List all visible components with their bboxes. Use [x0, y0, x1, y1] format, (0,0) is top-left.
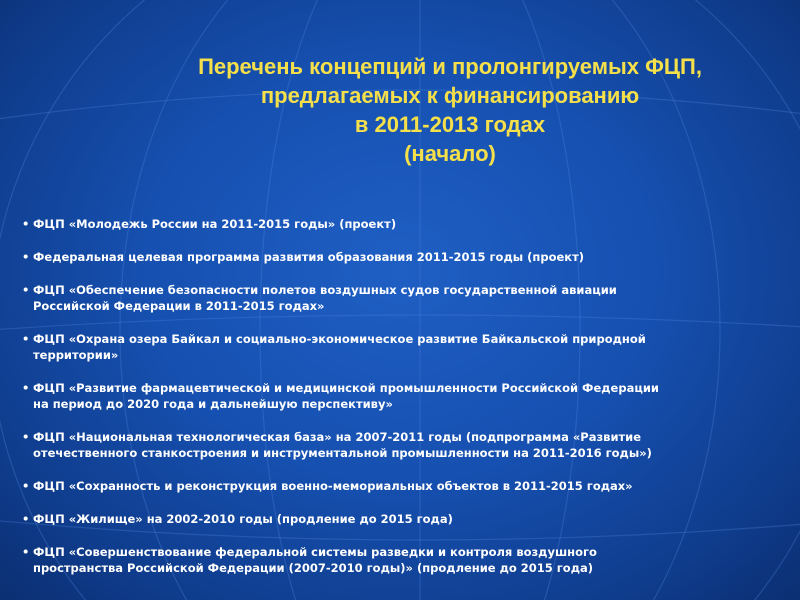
program-list — [22, 216, 792, 593]
bullet-dot: • — [22, 545, 30, 559]
bullet-dot: • — [22, 332, 30, 346]
bullet-dot: • — [22, 283, 30, 297]
list-item-text: на период до 2020 года и дальнейшую перспективу» — [33, 397, 393, 411]
bullet-dot: • — [22, 381, 30, 395]
list-item — [22, 429, 792, 461]
slide-title — [100, 52, 800, 168]
title-line: (начало) — [404, 141, 496, 166]
bullet-dot: • — [22, 217, 30, 231]
list-item-text: ФЦП «Совершенствование федеральной системы разведки и контроля воздушного — [33, 545, 597, 559]
list-item — [22, 249, 792, 265]
list-item-text: отечественного станкостроения и инструментальной промышленности на 2011-2016 годы») — [33, 446, 652, 460]
bullet-dot: • — [22, 430, 30, 444]
bullet-dot: • — [22, 250, 30, 264]
list-item-text: ФЦП «Жилище» на 2002-2010 годы (продление до 2015 года) — [33, 512, 453, 526]
list-item — [22, 478, 792, 494]
list-item — [22, 544, 792, 576]
title-line: Перечень концепций и пролонгируемых ФЦП, — [198, 54, 702, 79]
list-item-text: ФЦП «Охрана озера Байкал и социально-экономическое развитие Байкальской природной — [33, 332, 646, 346]
list-item — [22, 380, 792, 412]
title-line: в 2011-2013 годах — [354, 112, 546, 137]
list-item-text: территории» — [33, 348, 119, 362]
list-item — [22, 282, 792, 314]
list-item-text: Федеральная целевая программа развития образования 2011-2015 годы (проект) — [33, 250, 584, 264]
bullet-dot: • — [22, 479, 30, 493]
list-item-text: ФЦП «Национальная технологическая база» на 2007-2011 годы (подпрограмма «Развитие — [33, 430, 642, 444]
list-item-text: пространства Российской Федерации (2007-2010 годы)» (продление до 2015 года) — [33, 561, 594, 575]
title-line: предлагаемых к финансированию — [260, 83, 640, 108]
bullet-dot: • — [22, 512, 30, 526]
list-item-text: ФЦП «Сохранность и реконструкция военно-мемориальных объектов в 2011-2015 годах» — [33, 479, 633, 493]
list-item — [22, 331, 792, 363]
list-item-text: ФЦП «Развитие фармацевтической и медицинской промышленности Российской Федерации — [33, 381, 659, 395]
list-item — [22, 216, 792, 232]
list-item-text: ФЦП «Молодежь России на 2011-2015 годы» (проект) — [33, 217, 397, 231]
list-item — [22, 511, 792, 527]
list-item-text: Российской Федерации в 2011-2015 годах» — [33, 299, 325, 313]
list-item-text: ФЦП «Обеспечение безопасности полетов воздушных судов государственной авиации — [33, 283, 617, 297]
